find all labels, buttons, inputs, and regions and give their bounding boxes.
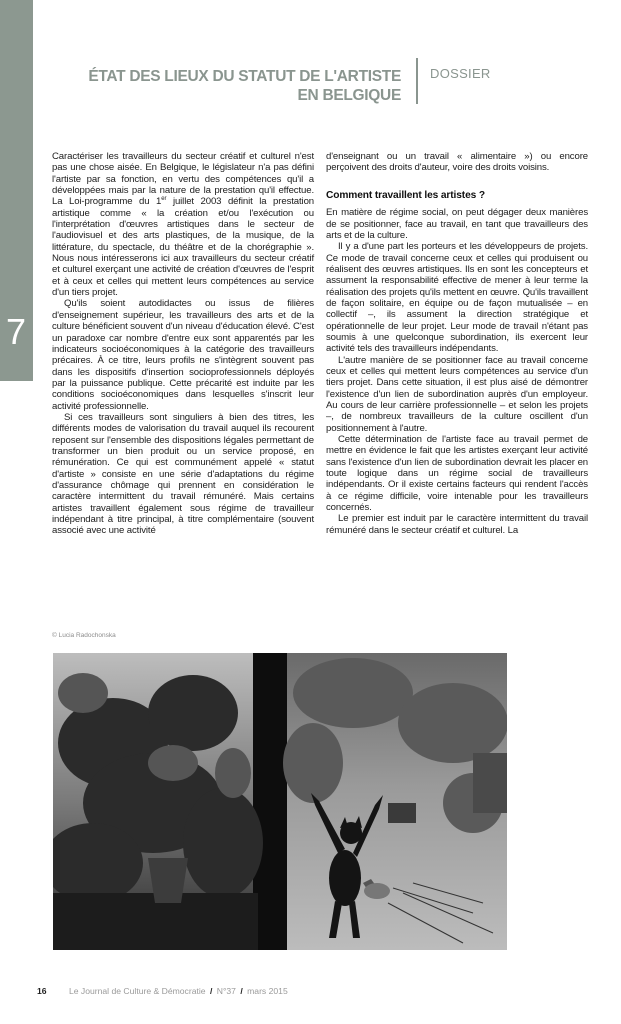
photo-cat-window <box>53 653 507 950</box>
section-label: DOSSIER <box>430 66 491 81</box>
photo-credit: © Lucia Radochonska <box>52 632 116 639</box>
footer-date: mars 2015 <box>247 986 288 996</box>
paragraph-7: Cette détermination de l'artiste face au travail permet de mettre en évidence le fait que les artistes exerçant leur activité sans l'existence d'un lien de subordination devrait les placer en toute logique dans un régime social de travailleurs indépendants. Or il existe certains facteurs qui rendent l'accès à ce régime difficile, voire intenable pour les travailleurs concernés. <box>326 434 588 514</box>
page-title <box>41 67 401 105</box>
left-column <box>52 151 314 537</box>
paragraph-2: Qu'ils soient autodidactes ou issus de filières d'enseignement supérieur, les travailleurs des arts et de la culture bénéficient souvent d'un niveau d'éducation élevé. C'est un paradoxe car nombre d'entre eux sont apparentés par les indicateurs socioéconomiques à la catégorie des travailleurs précaires. À ce titre, leurs profils ne s'intègrent souvent pas dans les dispositifs d'insertion socioprofessionnels déployés par la puissance publique. Cette précarité est induite par les conditions socioéconomiques dans lesquelles s'inscrit leur activité professionnelle. <box>52 298 314 412</box>
paragraph-5: Il y a d'une part les porteurs et les développeurs de projets. Ce mode de travail concerne ceux et celles qui produisent ou réalisent des œuvres artistiques. Ils en sont les concepteurs et assument la responsabilité effective de mener à leur terme la réalisation des projets qu'ils mettent en œuvre. Qu'ils travaillent de façon solitaire, en équipe ou de façon mutualisée – en collectif –, ils assument la direction stratégique et opérationnelle de leur projet. Leur mode de travail n'étant pas soumis à une quelconque subordination, ils exercent leur activité tels des travailleurs indépendants. <box>326 241 588 355</box>
paragraph-continuation: d'enseignant ou un travail « alimentaire ») ou encore perçoivent des droits d'auteur, voire des droits voisins. <box>326 151 588 174</box>
header-divider <box>416 58 418 104</box>
footer-separator-1: / <box>209 986 213 996</box>
footer-page-number: 16 <box>37 986 47 996</box>
section-heading: Comment travaillent les artistes ? <box>326 189 485 201</box>
paragraph-4: En matière de régime social, on peut dégager deux manières de se positionner, face au travail, en tant que travailleurs des arts et de la culture. <box>326 207 588 241</box>
side-page-number: 7 <box>6 311 27 352</box>
paragraph-1-text-end: juillet 2003 définit la prestation artistique comme « la création et/ou l'exécution ou l'interprétation d'œuvres artistiques dans le secteur de l'audiovisuel et des arts plastiques, de la musique, de la littérature, du spectacle, du théâtre et de la chorégraphie ». Nous nous intéresserons ici aux travailleurs du secteur créatif et culturel exerçant une activité de création d'œuvres de l'esprit et à ceux et celles qui mettent leurs compétences au service d'un tiers projet. <box>52 196 314 299</box>
page-footer <box>37 986 288 996</box>
paragraph-1 <box>52 151 314 298</box>
paragraph-1-text: Caractériser les travailleurs du secteur créatif et culturel n'est pas une chose aisée. En Belgique, le législateur n'a pas défini l'artiste par sa fonction, en vertu des compétences qu'il a développées mais par la nature de la prestation qu'il effectue. La Loi-programme du 1 <box>52 151 314 208</box>
paragraph-8: Le premier est induit par le caractère intermittent du travail rémunéré dans le secteur créatif et culturel. La <box>326 513 588 536</box>
title-line-2: EN BELGIQUE <box>297 87 401 104</box>
ordinal-superscript: er <box>161 196 167 203</box>
photo-illustration <box>53 653 507 950</box>
footer-journal: Le Journal de Culture & Démocratie <box>68 986 206 996</box>
title-line-1: ÉTAT DES LIEUX DU STATUT DE L'ARTISTE <box>88 68 401 85</box>
right-column <box>326 151 588 536</box>
footer-separator-2: / <box>240 986 243 996</box>
paragraph-3: Si ces travailleurs sont singuliers à bien des titres, les différents modes de valorisation du travail auquel ils recourent reposent sur l'ensemble des dispositions légales permettant de transformer un bien produit ou un service proposé, en rémunération. Ce qui est communément appelé « statut d'artiste » consiste en une série d'adaptations du régime d'assurance chômage qui prennent en considération le caractère intermittent du travail rémunéré. Mais certains artistes travaillent également sous régime de travailleur indépendant à titre principal, à titre complémentaire (souvent associé avec une activité <box>52 411 314 537</box>
paragraph-6: L'autre manière de se positionner face au travail concerne ceux et celles qui mettent leurs compétences au service d'un tiers projet. Dans cette situation, il est plus aisé de démontrer l'existence d'un lien de subordination auprès d'un employeur. Au cours de leur carrière professionnelle – et selon les projets –, de nombreux travailleurs de la culture oscillent d'un positionnement à l'autre. <box>326 354 588 434</box>
footer-issue: N°37 <box>216 986 236 996</box>
